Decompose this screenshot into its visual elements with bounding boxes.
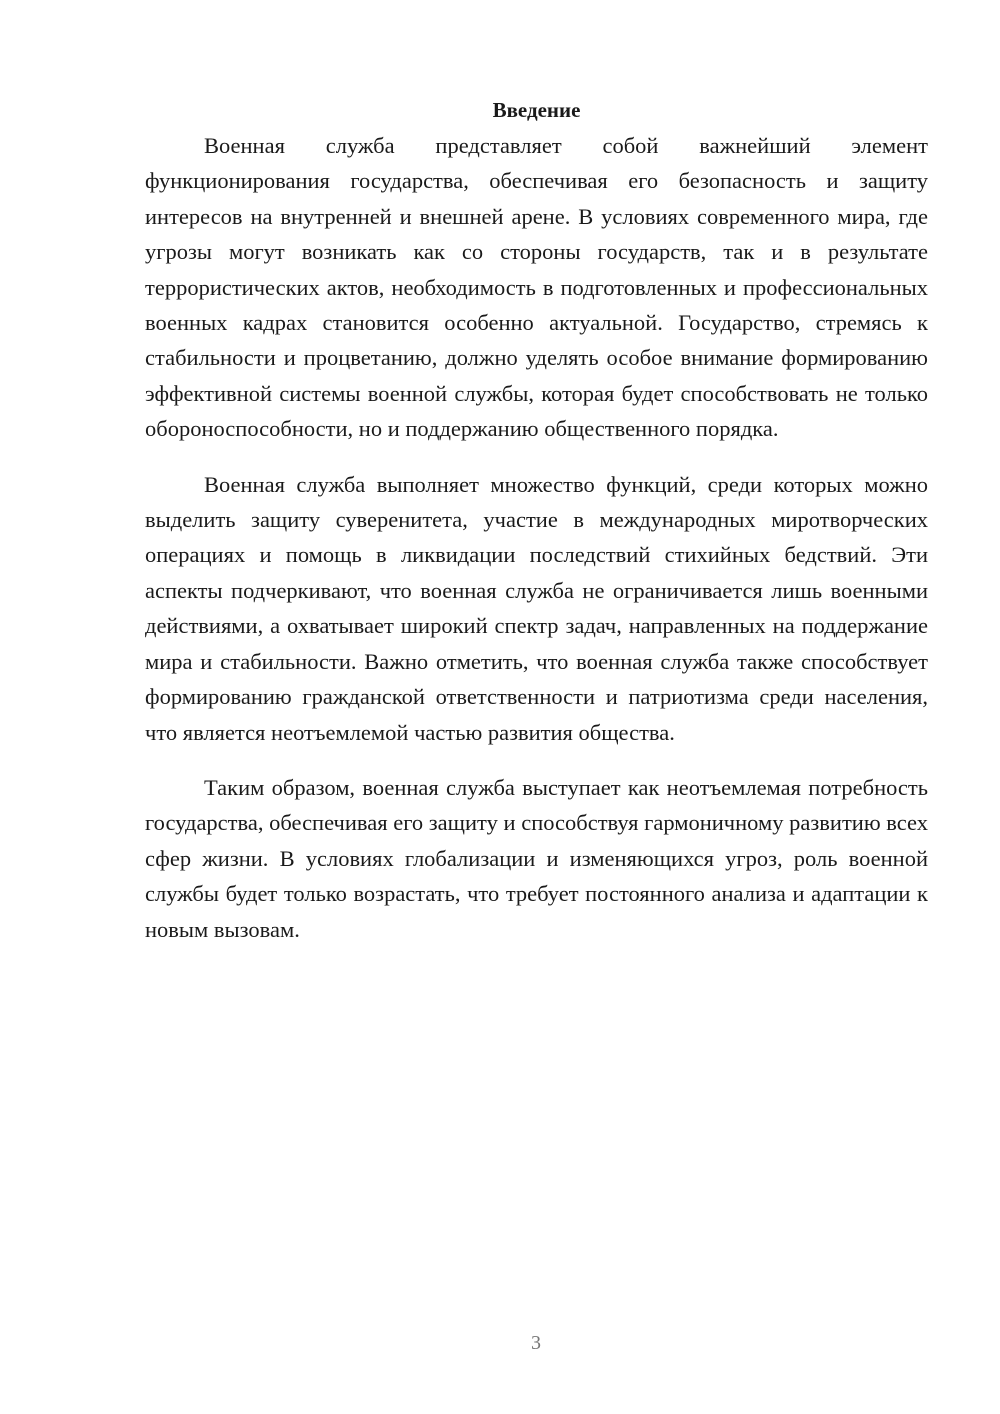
paragraph-1: Военная служба представляет собой важнейший элемент функционирования государства, обеспечивая его безопасность и защиту интересов на внутренней и внешней арене. В условиях современного мира, где угрозы могут возникать как со стороны государств, так и в результате террористических актов, необходимость в подготовленных и профессиональных военных кадрах становится особенно актуальной. Государство, стремясь к стабильности и процветанию, должно уделять особое внимание формированию эффективной системы военной службы, которая будет способствовать не только обороноспособности, но и поддержанию общественного порядка.	[145, 133, 928, 442]
page-number: 3	[531, 1332, 541, 1354]
paragraph-2: Военная служба выполняет множество функций, среди которых можно выделить защиту суверенитета, участие в международных миротворческих операциях и помощь в ликвидации последствий стихийных бедствий. Эти аспекты подчеркивают, что военная служба не ограничивается лишь военными действиями, а охватывает широкий спектр задач, направленных на поддержание мира и стабильности. Важно отметить, что военная служба также способствует формированию гражданской ответственности и патриотизма среди населения, что является неотъемлемой частью развития общества.	[145, 471, 928, 745]
paragraph-3: Таким образом, военная служба выступает как неотъемлемая потребность государства, обеспечивая его защиту и способствуя гармоничному развитию всех сфер жизни. В условиях глобализации и изменяющихся угроз, роль военной службы будет только возрастать, что требует постоянного анализа и адаптации к новым вызовам.	[145, 774, 928, 942]
page-content	[145, 92, 928, 947]
section-heading: Введение	[492, 98, 581, 122]
